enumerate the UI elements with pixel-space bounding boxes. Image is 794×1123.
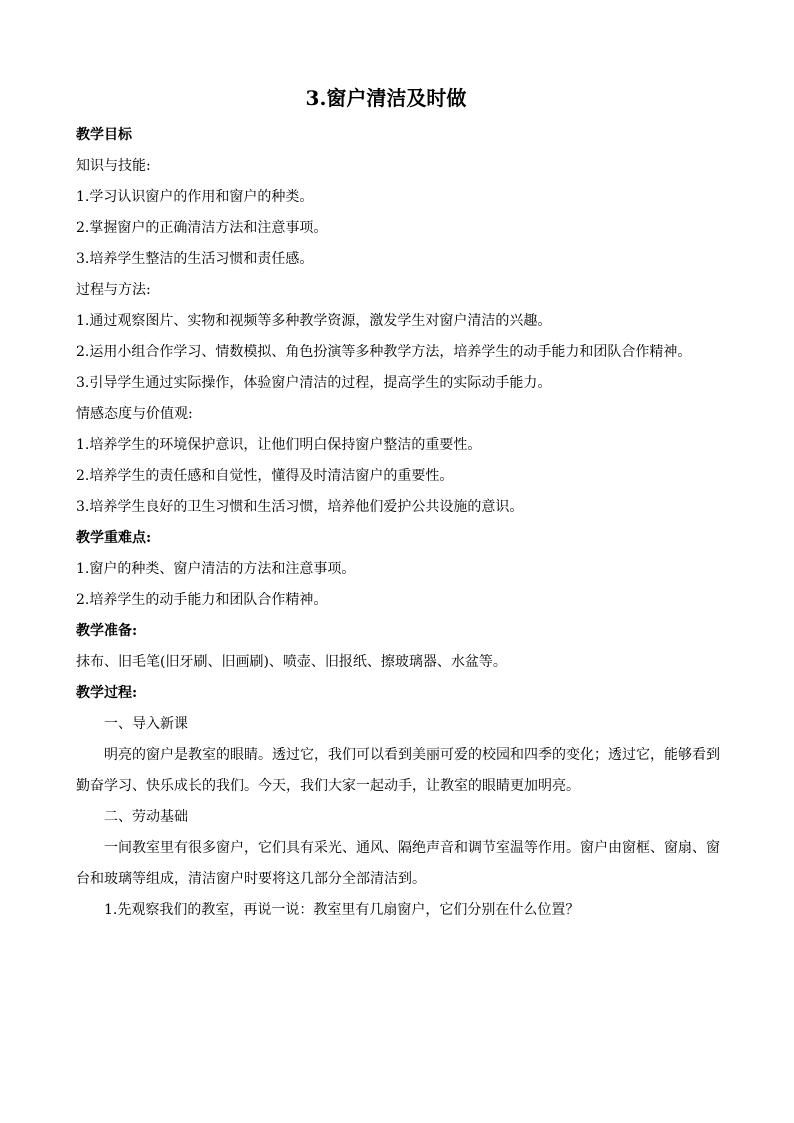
knowledge-label: 知识与技能: (76, 158, 151, 174)
section-2-text: 一间教室里有很多窗户，它们具有采光、通风、隔绝声音和调节室温等作用。窗户由窗框、窗扇、窗台和玻璃等组成，清洁窗户时要将这几部分全部清洁到。 (76, 840, 720, 887)
teaching-process-section (76, 678, 726, 926)
key-points-section (76, 523, 726, 616)
attitude-item: 2.培养学生的责任感和自觉性，懂得及时清洁窗户的重要性。 (76, 468, 454, 484)
key-points-heading: 教学重难点: (76, 530, 152, 546)
process-method-item: 3.引导学生通过实际操作，体验窗户清洁的过程，提高学生的实际动手能力。 (76, 375, 552, 391)
process-method-label: 过程与方法: (76, 282, 151, 298)
preparation-section (76, 616, 726, 678)
knowledge-item: 3.培养学生整洁的生活习惯和责任感。 (76, 251, 314, 267)
section-1-title: 一、导入新课 (104, 716, 188, 732)
key-point-item: 2.培养学生的动手能力和团队合作精神。 (76, 592, 328, 608)
objectives-section (76, 120, 726, 523)
section-2-title: 二、劳动基础 (104, 809, 188, 825)
objectives-heading: 教学目标 (76, 127, 132, 143)
section-1-text: 明亮的窗户是教室的眼睛。透过它，我们可以看到美丽可爱的校园和四季的变化；透过它，能够看到勤奋学习、快乐成长的我们。今天，我们大家一起动手，让教室的眼睛更加明亮。 (76, 747, 720, 794)
teaching-process-heading: 教学过程: (76, 685, 138, 701)
section-2-question: 1.先观察我们的教室，再说一说：教室里有几扇窗户，它们分别在什么位置？ (104, 902, 580, 918)
attitude-item: 3.培养学生良好的卫生习惯和生活习惯，培养他们爱护公共设施的意识。 (76, 499, 524, 515)
page-title: 3.窗户清洁及时做 (305, 86, 467, 110)
preparation-heading: 教学准备: (76, 623, 138, 639)
attitude-item: 1.培养学生的环境保护意识，让他们明白保持窗户整洁的重要性。 (76, 437, 482, 453)
knowledge-item: 2.掌握窗户的正确清洁方法和注意事项。 (76, 220, 328, 236)
process-method-item: 2.运用小组合作学习、情数模拟、角色扮演等多种教学方法，培养学生的动手能力和团队合作精神。 (76, 344, 692, 360)
document-body (76, 120, 726, 926)
process-method-item: 1.通过观察图片、实物和视频等多种教学资源，激发学生对窗户清洁的兴趣。 (76, 313, 552, 329)
attitude-label: 情感态度与价值观: (76, 406, 193, 422)
key-point-item: 1.窗户的种类、窗户清洁的方法和注意事项。 (76, 561, 356, 577)
knowledge-item: 1.学习认识窗户的作用和窗户的种类。 (76, 189, 314, 205)
preparation-text: 抹布、旧毛笔(旧牙刷、旧画刷)、喷壶、旧报纸、擦玻璃器、水盆等。 (76, 654, 507, 670)
